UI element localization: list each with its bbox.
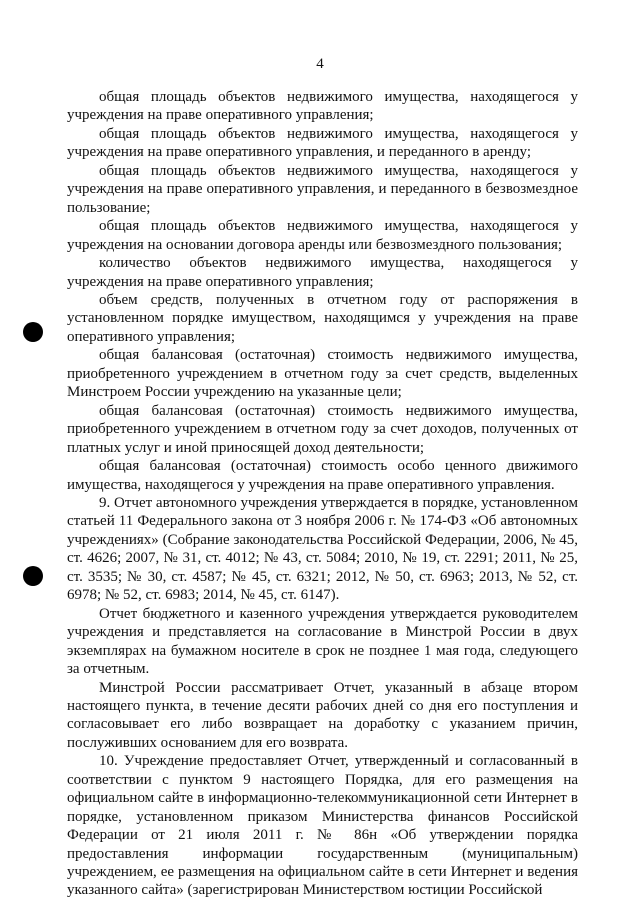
paragraph: общая площадь объектов недвижимого имущества, находящегося у учреждения на основании договора аренды или безвозмездного пользования; — [67, 218, 578, 253]
document-body — [67, 88, 578, 900]
paragraph: количество объектов недвижимого имущества, находящегося у учреждения на праве оперативного управления; — [67, 255, 578, 290]
paragraph: Минстрой России рассматривает Отчет, указанный в абзаце втором настоящего пункта, в течение десяти рабочих дней со дня его поступления и согласовывает его либо возвращает на доработку с указанием причин, послуживших основанием для его возврата. — [67, 679, 578, 751]
paragraph: общая площадь объектов недвижимого имущества, находящегося у учреждения на праве оперативного управления; — [67, 89, 578, 124]
paragraph: общая площадь объектов недвижимого имущества, находящегося у учреждения на праве оперативного управления, и переданного в безвозмездное пользование; — [67, 162, 578, 216]
paragraph-item-10: 10. Учреждение предоставляет Отчет, утвержденный и согласованный в соответствии с пунктом 9 настоящего Порядка, для его размещения на официальном сайте в информационно-телекоммуникационной сети Интернет в порядке, установленном приказом Министерства финансов Российской Федерации от 21 июля 2011 г. № 86н «Об утверждении порядка предоставления информации государственным (муниципальным) учреждением, ее размещения на официальном сайте в сети Интернет и ведения указанного сайта» (зарегистрирован Министерством юстиции Российской — [67, 753, 578, 899]
paragraph: общая балансовая (остаточная) стоимость недвижимого имущества, приобретенного учреждением в отчетном году за счет доходов, полученных от платных услуг и иной приносящей доход деятельности; — [67, 402, 578, 456]
page-number: 4 — [316, 56, 324, 72]
paragraph: общая балансовая (остаточная) стоимость недвижимого имущества, приобретенного учреждением в отчетном году за счет средств, выделенных Минстроем России учреждению на указанные цели; — [67, 347, 578, 401]
paragraph: Отчет бюджетного и казенного учреждения утверждается руководителем учреждения и представляется на согласование в Минстрой России в двух экземплярах на бумажном носителе в срок не позднее 1 мая года, следующего за отчетным. — [67, 605, 578, 678]
paragraph: общая балансовая (остаточная) стоимость особо ценного движимого имущества, находящегося у учреждения на праве оперативного управления. — [67, 458, 578, 493]
paragraph: объем средств, полученных в отчетном году от распоряжения в установленном порядке имуществом, находящимся у учреждения на праве оперативного управления; — [67, 291, 578, 345]
paragraph-item-9: 9. Отчет автономного учреждения утверждается в порядке, установленном статьей 11 Федерального закона от 3 ноября 2006 г. № 174-ФЗ «Об автономных учреждениях» (Собрание законодательства Российской Федерации, 2006, № 45, ст. 4626; 2007, № 31, ст. 4012; № 43, ст. 5084; 2010, № 19, ст. 2291; 2011, № 25, ст. 3535; № 30, ст. 4587; № 45, ст. 6321; 2012, № 50, ст. 6963; 2013, № 52, ст. 6978; № 52, ст. 6983; 2014, № 45, ст. 6147). — [67, 494, 578, 604]
paragraph: общая площадь объектов недвижимого имущества, находящегося у учреждения на праве оперативного управления, и переданного в аренду; — [67, 125, 578, 161]
punch-hole-mark — [23, 566, 43, 586]
punch-hole-mark — [23, 322, 43, 342]
